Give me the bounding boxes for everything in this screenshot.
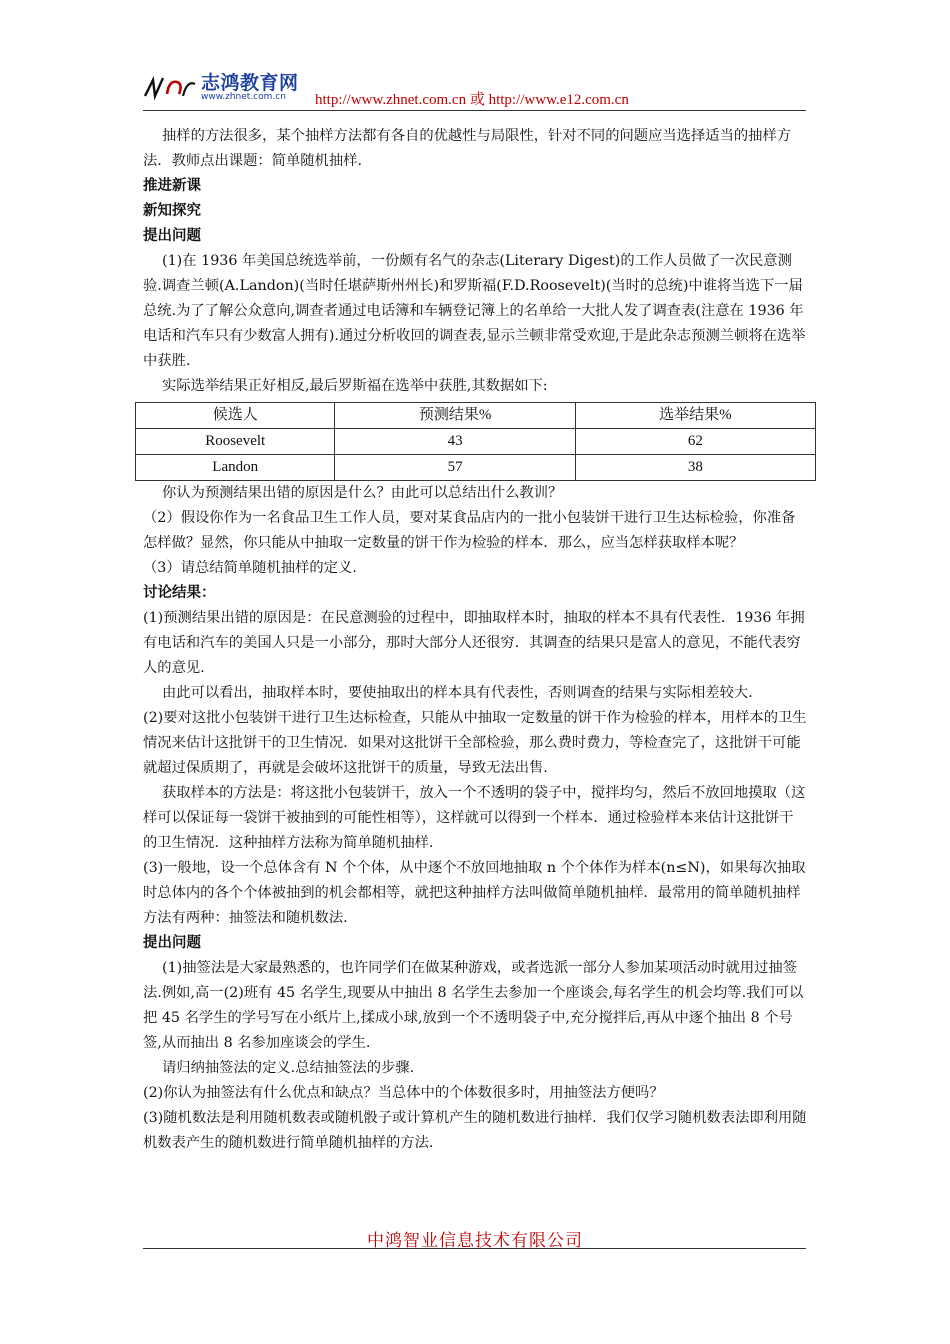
table-header-cell: 候选人 <box>136 403 335 429</box>
paragraph: 你认为预测结果出错的原因是什么？由此可以总结出什么教训？ <box>162 485 563 501</box>
table-cell: Roosevelt <box>136 429 335 455</box>
paragraph: 请归纳抽签法的定义.总结抽签法的步骤. <box>162 1060 415 1076</box>
footer-company: 中鸿智业信息技术有限公司 <box>367 1231 583 1251</box>
paragraph: 获取样本的方法是：将这批小包装饼干，放入一个不透明的袋子中，搅拌均匀，然后不放回地摸取（这样可以保证每一袋饼干被抽到的可能性相等），这样就可以得到一个样本．通过检验样本来估计这批饼干的卫生情况．这种抽样方法称为简单随机抽样. <box>143 785 806 851</box>
table-cell: Landon <box>136 455 335 481</box>
header-links[interactable]: http://www.zhnet.com.cn 或 http://www.e12.com.cn <box>315 92 629 108</box>
header-divider <box>143 110 806 111</box>
logo-mark-icon <box>143 74 199 100</box>
paragraph: (3)随机数法是利用随机数表或随机骰子或计算机产生的随机数进行抽样．我们仅学习随机数表法即利用随机数表产生的随机数进行简单随机抽样的方法. <box>143 1110 807 1151</box>
paragraph: 由此可以看出，抽取样本时，要使抽取出的样本具有代表性，否则调查的结果与实际相差较大. <box>162 685 753 701</box>
section-heading: 提出问题 <box>143 935 201 951</box>
paragraph: （3）请总结简单随机抽样的定义. <box>143 560 357 576</box>
logo-url: www.zhnet.com.cn <box>201 92 286 102</box>
paragraph: (2)要对这批小包装饼干进行卫生达标检查，只能从中抽取一定数量的饼干作为检验的样本，用样本的卫生情况来估计这批饼干的卫生情况．如果对这批饼干全部检验，那么费时费力，等检查完了，这批饼干可能就超过保质期了，再就是会破坏这批饼干的质量，导致无法出售. <box>143 710 807 776</box>
paragraph: (1)在 1936 年美国总统选举前，一份颇有名气的杂志(Literary Digest)的工作人员做了一次民意测验.调查兰顿(A.Landon)(当时任堪萨斯州州长)和罗斯福(F.D.Roosevelt)(当时的总统)中谁将当选下一届总统.为了了解公众意向,调查者通过电话簿和车辆登记簿上的名单给一大批人发了调查表(注意在 1936 年电话和汽车只有少数富人拥有).通过分析收回的调查表,显示兰顿非常受欢迎,于是此杂志预测兰顿将在选举中获胜. <box>143 253 806 369</box>
paragraph: 抽样的方法很多，某个抽样方法都有各自的优越性与局限性，针对不同的问题应当选择适当的抽样方法．教师点出课题：简单随机抽样. <box>143 128 792 169</box>
document-body <box>143 124 807 1156</box>
table-row <box>136 455 816 481</box>
section-heading: 提出问题 <box>143 228 201 244</box>
table-cell: 43 <box>335 429 575 455</box>
paragraph: (1)预测结果出错的原因是：在民意测验的过程中，即抽取样本时，抽取的样本不具有代表性．1936 年拥有电话和汽车的美国人只是一小部分，那时大部分人还很穷．其调查的结果只是富人的意见，不能代表穷人的意见. <box>143 610 805 676</box>
election-table <box>135 402 816 481</box>
table-cell: 62 <box>575 429 815 455</box>
section-heading: 推进新课 <box>143 178 201 194</box>
table-cell: 57 <box>335 455 575 481</box>
paragraph: (3)一般地，设一个总体含有 N 个个体，从中逐个不放回地抽取 n 个个体作为样本(n≤N)，如果每次抽取时总体内的各个个体被抽到的机会都相等，就把这种抽样方法叫做简单随机抽样．最常用的简单随机抽样方法有两种：抽签法和随机数法. <box>143 860 806 926</box>
page-header <box>143 66 806 110</box>
table-cell: 38 <box>575 455 815 481</box>
table-header-cell: 选举结果% <box>575 403 815 429</box>
section-heading: 新知探究 <box>143 203 201 219</box>
table-header-row <box>136 403 816 429</box>
site-logo <box>143 68 313 108</box>
logo-title: 志鸿教育网 <box>201 72 299 94</box>
section-heading: 讨论结果： <box>143 585 216 601</box>
table-header-cell: 预测结果% <box>335 403 575 429</box>
paragraph: （2）假设你作为一名食品卫生工作人员，要对某食品店内的一批小包装饼干进行卫生达标检验，你准备怎样做？显然，你只能从中抽取一定数量的饼干作为检验的样本．那么，应当怎样获取样本呢？ <box>143 510 796 551</box>
paragraph: (1)抽签法是大家最熟悉的，也许同学们在做某种游戏，或者选派一部分人参加某项活动时就用过抽签法.例如,高一(2)班有 45 名学生,现要从中抽出 8 名学生去参加一个座谈会,每名学生的机会均等.我们可以把 45 名学生的学号写在小纸片上,揉成小球,放到一个不透明袋子中,充分搅拌后,再从中逐个抽出 8 个号签,从而抽出 8 名参加座谈会的学生. <box>143 960 804 1051</box>
table-row <box>136 429 816 455</box>
footer-divider <box>143 1248 806 1249</box>
paragraph: 实际选举结果正好相反,最后罗斯福在选举中获胜,其数据如下: <box>162 378 548 394</box>
paragraph: (2)你认为抽签法有什么优点和缺点？当总体中的个体数很多时，用抽签法方便吗？ <box>143 1085 664 1101</box>
